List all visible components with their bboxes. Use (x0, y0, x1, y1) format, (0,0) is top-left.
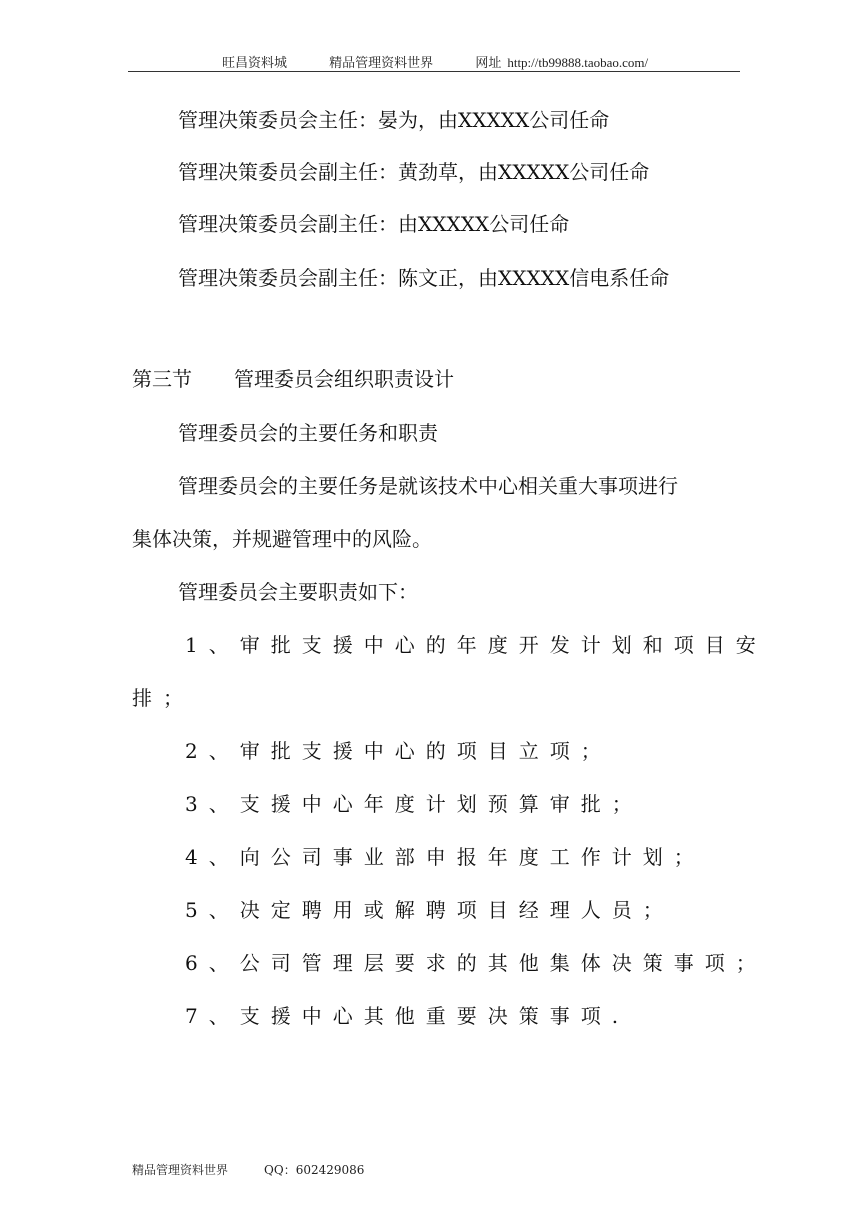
page-footer (132, 1161, 400, 1178)
header-brand: 精品管理资料世界 (329, 56, 434, 71)
paragraph-line: 集体决策，并规避管理中的风险。 (132, 527, 432, 551)
section-number: 第三节 (132, 367, 192, 391)
subtitle: 管理委员会的主要任务和职责 (178, 421, 438, 445)
appointment-line: 管理决策委员会副主任：黄劲草，由XXXXX公司任命 (178, 160, 650, 184)
appointment-line: 管理决策委员会副主任：由XXXXX公司任命 (178, 212, 570, 236)
appointment-line: 管理决策委员会主任：晏为，由XXXXX公司任命 (178, 108, 610, 132)
section-heading (132, 367, 454, 391)
section-title: 管理委员会组织职责设计 (234, 367, 454, 391)
duty-item-2: 2、审批支援中心的项目立项； (185, 739, 612, 763)
appointment-line: 管理决策委员会副主任：陈文正，由XXXXX信电系任命 (178, 266, 670, 290)
header-url-label: 网址 (475, 56, 502, 71)
paragraph-line: 管理委员会的主要任务是就该技术中心相关重大事项进行 (178, 474, 678, 498)
header-url: http://tb99888.taobao.com/ (507, 55, 649, 70)
duty-item-6: 6、公司管理层要求的其他集体决策事项； (185, 951, 767, 975)
footer-brand: 精品管理资料世界 (132, 1163, 229, 1177)
duties-intro: 管理委员会主要职责如下： (178, 580, 418, 604)
page-header (222, 52, 648, 71)
duty-item-1-continued: 排； (132, 686, 194, 710)
duty-item-4: 4、向公司事业部申报年度工作计划； (185, 845, 705, 869)
footer-qq: QQ：602429086 (264, 1163, 365, 1177)
duty-item-7: 7、支援中心其他重要决策事项. (185, 1004, 630, 1028)
header-shop: 旺昌资料城 (222, 56, 288, 71)
header-divider (128, 71, 740, 72)
duty-item-5: 5、决定聘用或解聘项目经理人员； (185, 898, 674, 922)
duty-item-3: 3、支援中心年度计划预算审批； (185, 792, 643, 816)
duty-item-1: 1、审批支援中心的年度开发计划和项目安 (185, 633, 767, 657)
